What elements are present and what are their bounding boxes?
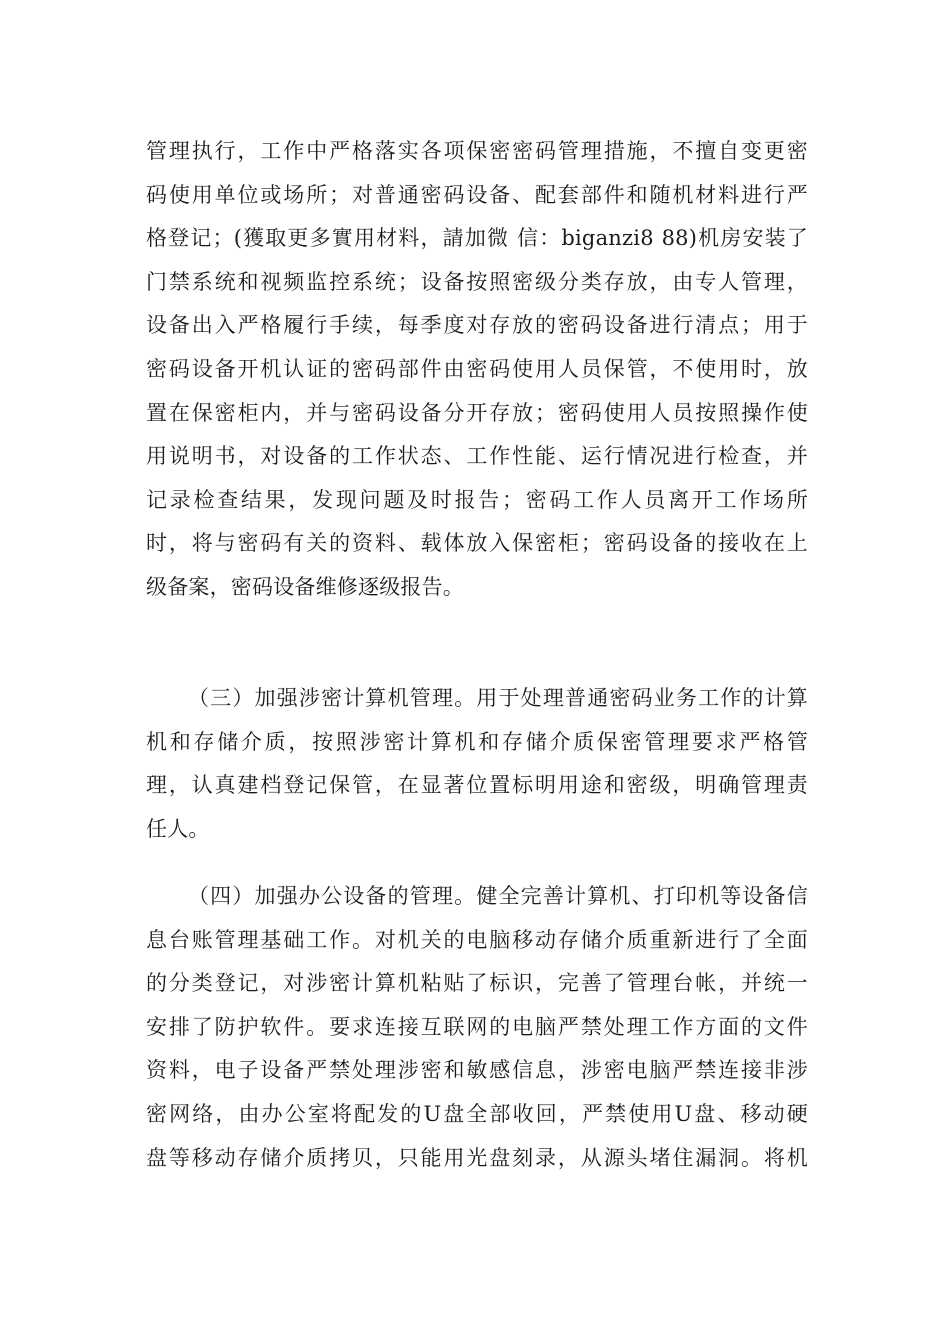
paragraph-line: （四）加强办公设备的管理。健全完善计算机、打印机等设备信 bbox=[188, 884, 808, 908]
paragraph-line: 安排了防护软件。要求连接互联网的电脑严禁处理工作方面的文件 bbox=[146, 1014, 808, 1039]
paragraph-line: 密码设备开机认证的密码部件由密码使用人员保管，不使用时，放 bbox=[146, 356, 808, 381]
paragraph-line: （三）加强涉密计算机管理。用于处理普通密码业务工作的计算 bbox=[188, 686, 808, 710]
paragraph-password-device-management bbox=[146, 130, 808, 610]
paragraph-office-equipment-management bbox=[146, 875, 808, 1180]
paragraph-line: 时，将与密码有关的资料、载体放入保密柜；密码设备的接收在上 bbox=[146, 531, 808, 556]
paragraph-line: 密网络，由办公室将配发的U盘全部收回，严禁使用U盘、移动硬 bbox=[146, 1101, 808, 1126]
paragraph-line: 管理执行，工作中严格落实各项保密密码管理措施，不擅自变更密 bbox=[146, 139, 808, 163]
paragraph-line: 息台账管理基础工作。对机关的电脑移动存储介质重新进行了全面 bbox=[146, 927, 808, 952]
paragraph-line: 理，认真建档登记保管，在显著位置标明用途和密级，明确管理责 bbox=[146, 773, 808, 798]
paragraph-line: 机和存储介质，按照涉密计算机和存储介质保密管理要求严格管 bbox=[146, 729, 808, 754]
paragraph-line: 记录检查结果，发现问题及时报告；密码工作人员离开工作场所 bbox=[146, 487, 808, 512]
paragraph-line: 码使用单位或场所；对普通密码设备、配套部件和随机材料进行严 bbox=[146, 182, 808, 207]
paragraph-line: 设备出入严格履行手续，每季度对存放的密码设备进行清点；用于 bbox=[146, 313, 808, 338]
paragraph-line: 门禁系统和视频监控系统；设备按照密级分类存放，由专人管理， bbox=[146, 269, 808, 294]
paragraph-line: 级备案，密码设备维修逐级报告。 bbox=[146, 574, 464, 599]
paragraph-line: 置在保密柜内，并与密码设备分开存放；密码使用人员按照操作使 bbox=[146, 400, 808, 425]
paragraph-line: 任人。 bbox=[146, 816, 210, 841]
paragraph-line: 资料，电子设备严禁处理涉密和敏感信息，涉密电脑严禁连接非涉 bbox=[146, 1058, 808, 1083]
paragraph-line: 格登记；(獲取更多實用材料，請加微 信：biganzi8 88)机房安装了 bbox=[146, 226, 808, 251]
paragraph-classified-computer-management bbox=[146, 677, 808, 851]
paragraph-line: 盘等移动存储介质拷贝，只能用光盘刻录，从源头堵住漏洞。将机 bbox=[146, 1145, 808, 1170]
paragraph-line: 的分类登记，对涉密计算机粘贴了标识，完善了管理台帐，并统一 bbox=[146, 971, 808, 996]
paragraph-line: 用说明书，对设备的工作状态、工作性能、运行情况进行检查，并 bbox=[146, 444, 808, 469]
